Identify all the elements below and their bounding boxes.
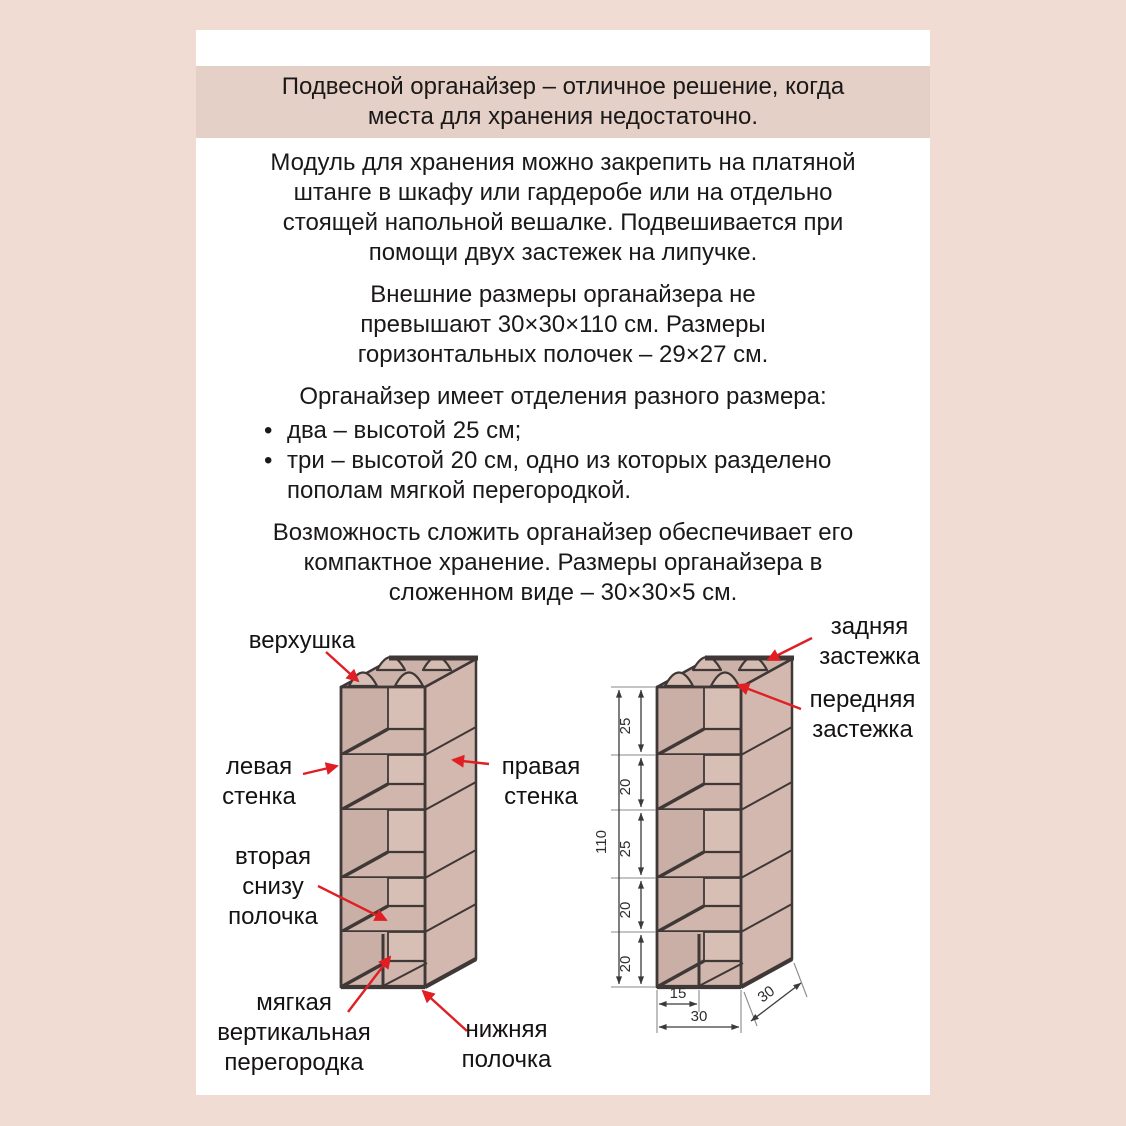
dim-seg-2: 20 [617,778,634,796]
header-text: Подвесной органайзер – отличное решение, когда места для хранения недостаточно. [281,73,845,130]
label-bottom-shelf: нижняя полочка [461,1016,552,1073]
header-band [196,66,930,138]
list-item [264,416,864,446]
arrow-top [326,652,358,681]
label-second-shelf: вторая снизу полочка [228,843,318,930]
dim-width: 30 [690,1008,708,1025]
label-soft-divider: мягкая вертикальная перегородка [217,989,371,1076]
label-front-fastener: передняя застежка [809,686,916,743]
label-left-wall: левая стенка [222,753,296,810]
bullet-marker: • [264,417,273,444]
dim-seg-1: 25 [617,717,634,735]
dim-seg-4: 20 [617,901,634,919]
left-organizer-drawing [341,657,478,987]
paragraph-mounting: Модуль для хранения можно закрепить на платяной штанге в шкафу или гардеробе или на отдельно стоящей напольной вешалке. Подвешивается при помощи двух застежек на липучке. [270,149,856,266]
document-card [196,30,930,1095]
list-item-text: три – высотой 20 см, одно из которых разделено пополам мягкой перегородкой. [287,447,832,504]
compartment-list [264,416,864,506]
dim-width-half: 15 [669,985,687,1002]
list-item [264,446,864,506]
paragraph-outer-dimensions: Внешние размеры органайзера не превышают 30×30×110 см. Размеры горизонтальных полочек – 29×27 см. [357,281,769,368]
label-top-part: верхушка [248,627,356,654]
dim-seg-5: 20 [617,955,634,973]
list-item-text: два – высотой 25 см; [287,417,522,444]
right-organizer-drawing [657,657,794,987]
arrow-left-wall [303,766,337,774]
dim-depth: 30 [754,982,779,1007]
paragraph-folding: Возможность сложить органайзер обеспечивает его компактное хранение. Размеры органайзера в сложенном виде – 30×30×5 см. [272,519,854,606]
dim-seg-3: 25 [617,840,634,858]
label-right-wall: правая стенка [501,753,581,810]
dim-total-height: 110 [593,830,610,854]
paragraph-compartments-intro: Органайзер имеет отделения разного размера: [299,383,827,410]
bullet-marker: • [264,447,273,474]
label-rear-fastener: задняя застежка [819,613,920,670]
